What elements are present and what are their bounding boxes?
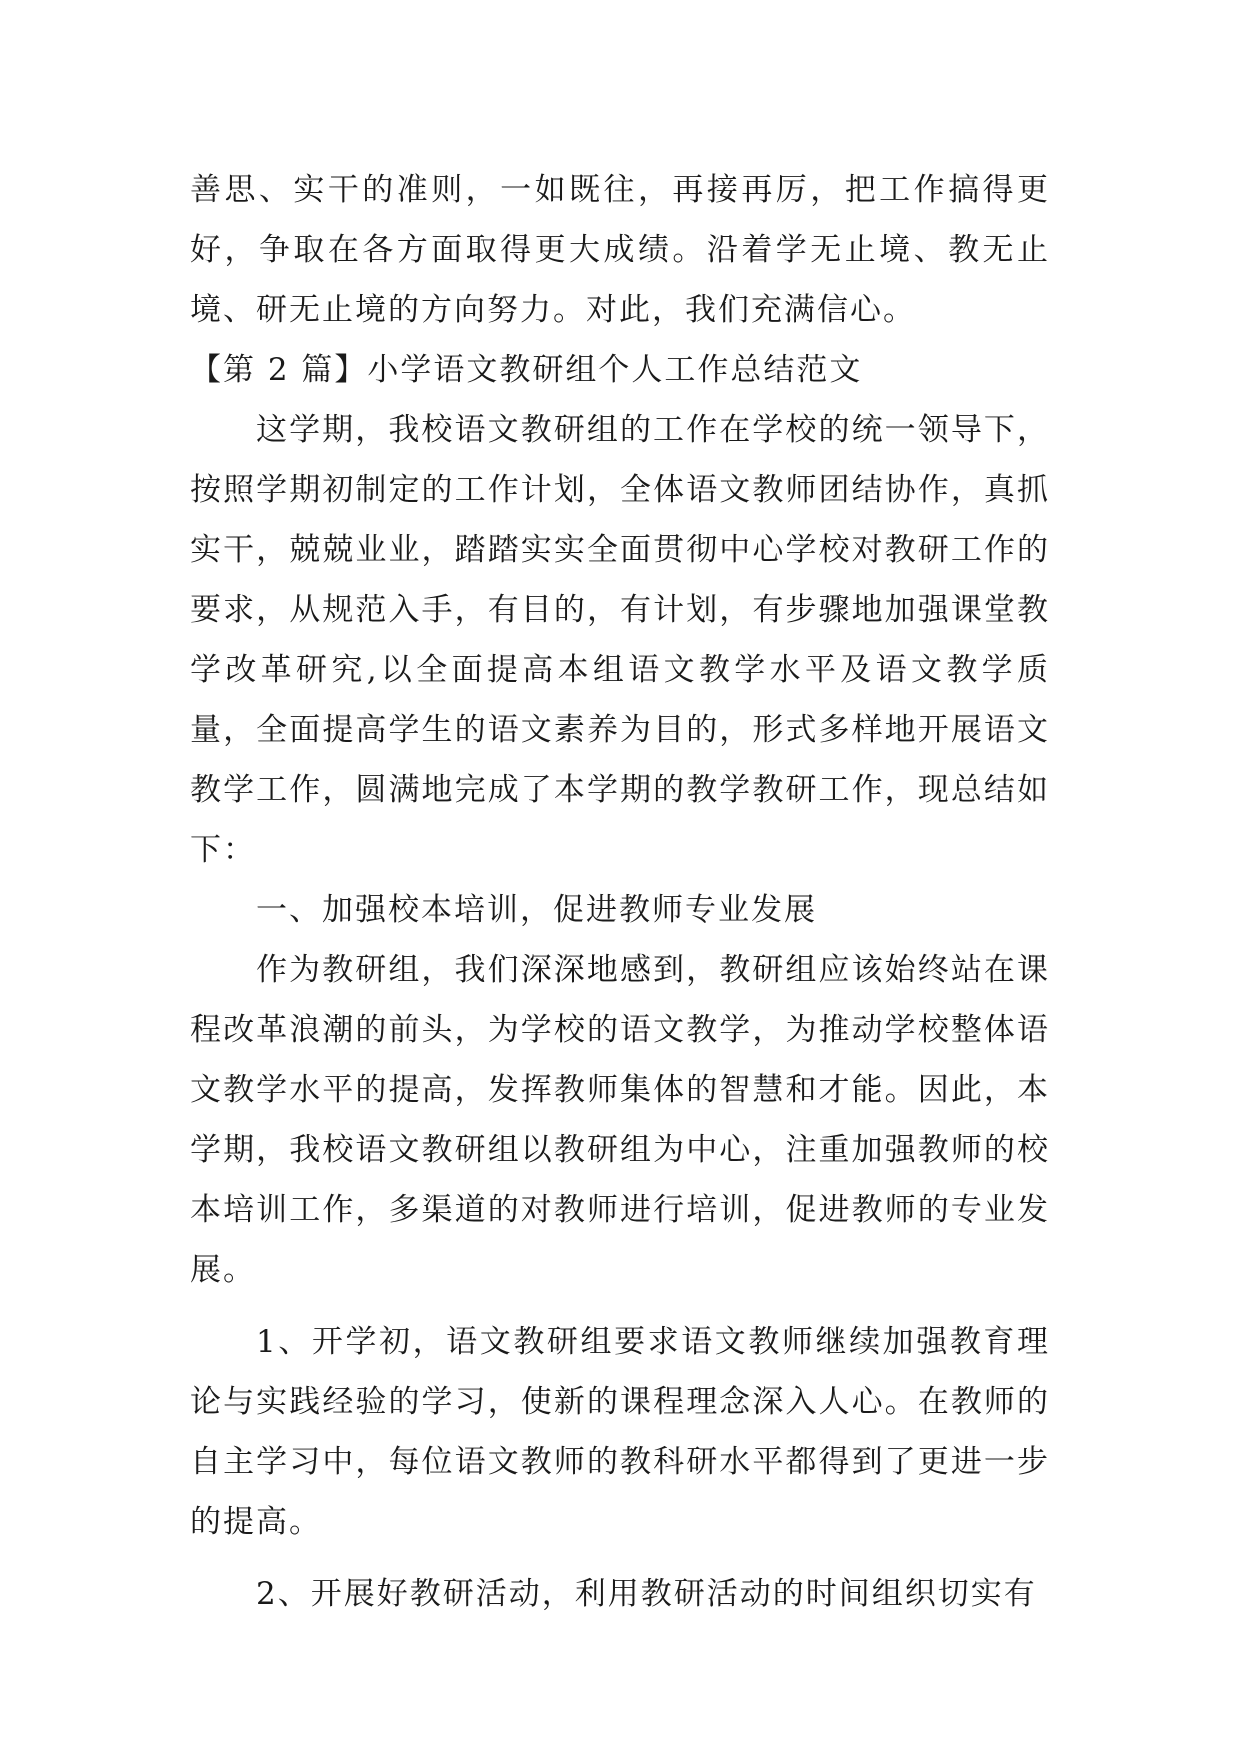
intro-paragraph: 善思、实干的准则，一如既往，再接再厉，把工作搞得更好，争取在各方面取得更大成绩。沿着学无止境、教无止境、研无止境的方向努力。对此，我们充满信心。 [190,172,1050,328]
paragraph-opening: 这学期，我校语文教研组的工作在学校的统一领导下，按照学期初制定的工作计划，全体语文教师团结协作，真抓实干，兢兢业业，踏踏实实全面贯彻中心学校对教研工作的要求，从规范入手，有目的，有计划，有步骤地加强课堂教学改革研究,以全面提高本组语文教学水平及语文教学质量，全面提高学生的语文素养为目的，形式多样地开展语文教学工作，圆满地完成了本学期的教学教研工作，现总结如下： [190,412,1050,868]
paragraph-item-2: 2、开展好教研活动，利用教研活动的时间组织切实有 [256,1576,1037,1612]
paragraph-training: 作为教研组，我们深深地感到，教研组应该始终站在课程改革浪潮的前头，为学校的语文教学，为推动学校整体语文教学水平的提高，发挥教师集体的智慧和才能。因此，本学期，我校语文教研组以教研组为中心，注重加强教师的校本培训工作，多渠道的对教师进行培训，促进教师的专业发展。 [190,952,1050,1288]
section-heading: 一、加强校本培训，促进教师专业发展 [256,892,817,928]
article-title: 【第 2 篇】小学语文教研组个人工作总结范文 [190,352,863,388]
document-body [190,160,1050,1624]
paragraph-item-1: 1、开学初，语文教研组要求语文教师继续加强教育理论与实践经验的学习，使新的课程理念深入人心。在教师的自主学习中，每位语文教师的教科研水平都得到了更进一步的提高。 [190,1324,1050,1540]
